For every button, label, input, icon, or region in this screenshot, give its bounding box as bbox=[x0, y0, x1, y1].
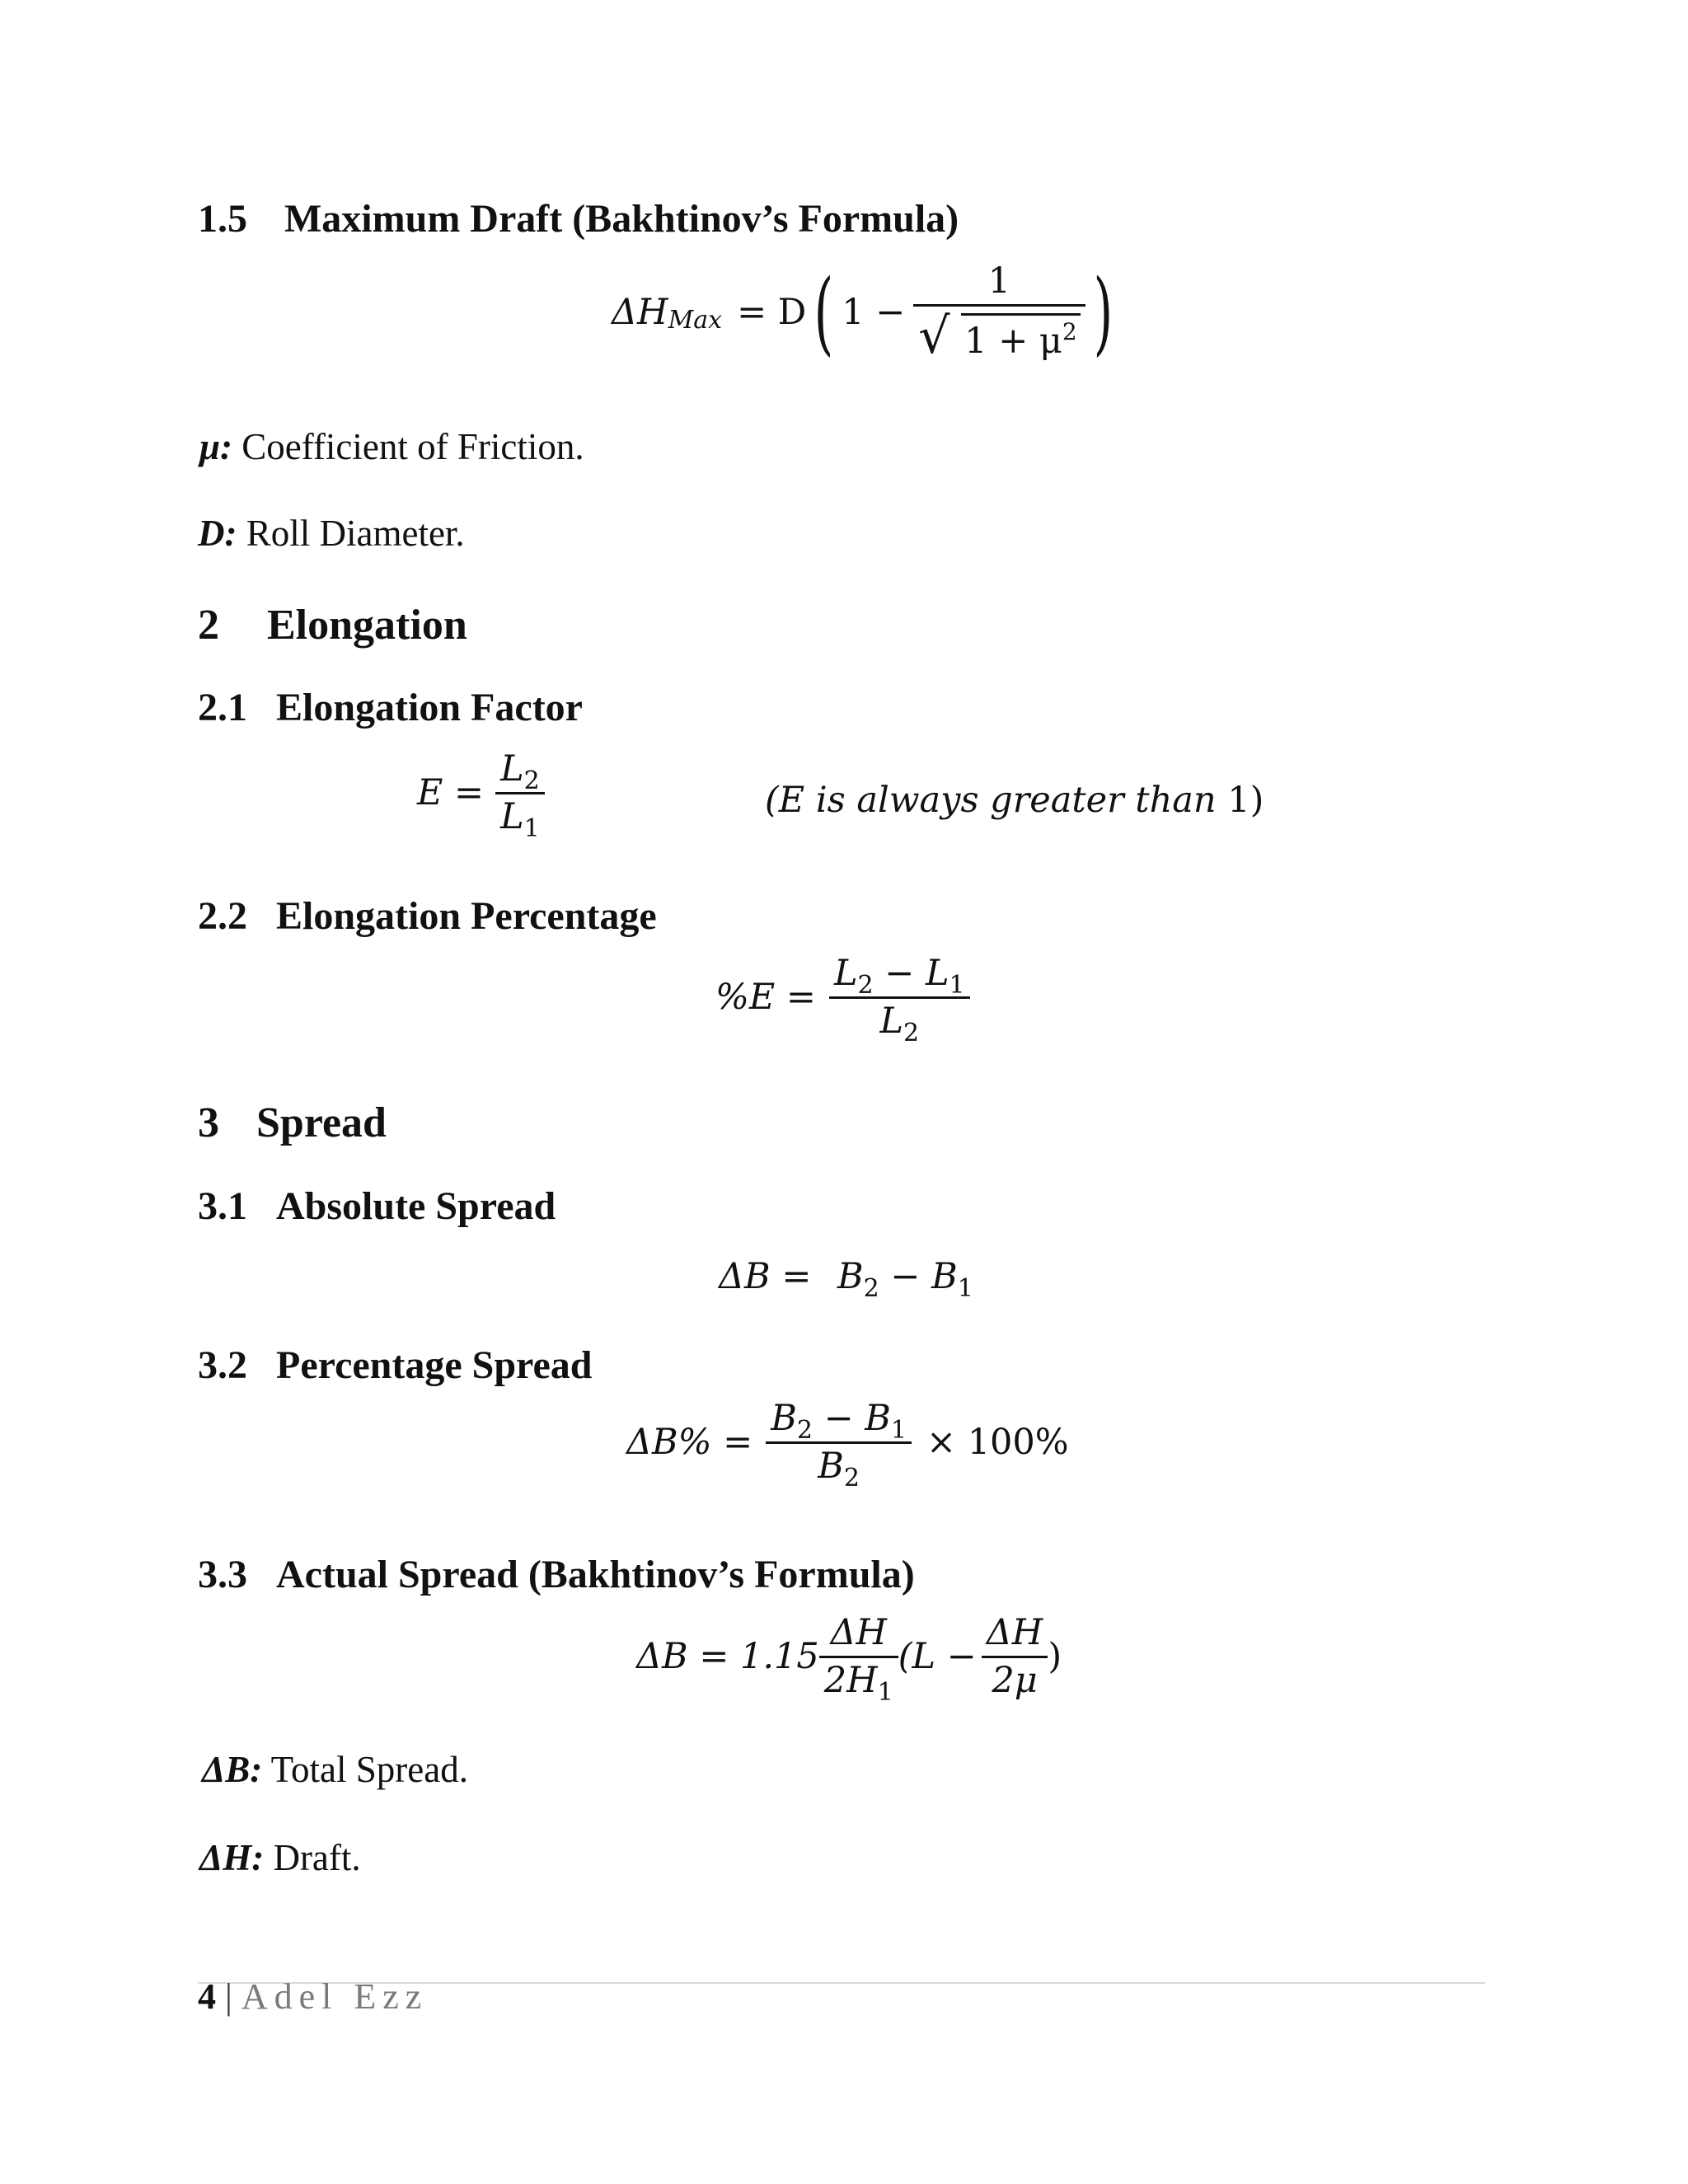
radicand-text: 1 + μ bbox=[964, 321, 1062, 362]
definition-delta-H bbox=[199, 1837, 361, 1878]
section-heading-3-2 bbox=[198, 1343, 593, 1387]
formula-lhs: E = bbox=[417, 772, 485, 813]
formula-eq: = D bbox=[737, 291, 807, 333]
num-var-a: L bbox=[833, 953, 858, 994]
formula-lhs-sub: Max bbox=[668, 306, 723, 335]
formula-lhs: ΔH bbox=[612, 291, 668, 333]
formula-actual-spread bbox=[636, 1612, 1062, 1707]
fraction-bar bbox=[913, 304, 1085, 307]
num-sub-a: 2 bbox=[796, 1416, 813, 1445]
den-text: 2H bbox=[823, 1660, 878, 1701]
formula-lhs: %E = bbox=[715, 977, 816, 1018]
minus: − bbox=[879, 1256, 932, 1297]
formula-fraction bbox=[913, 260, 1085, 365]
num-sub: 2 bbox=[523, 766, 540, 795]
section-number: 2 bbox=[198, 602, 219, 649]
formula-percentage-spread bbox=[626, 1398, 1069, 1493]
section-heading-2-1 bbox=[198, 688, 583, 728]
sub-a: 2 bbox=[863, 1274, 879, 1303]
formula-elongation-percentage bbox=[715, 953, 970, 1047]
fraction-numerator bbox=[766, 1398, 912, 1445]
elongation-note bbox=[765, 780, 1264, 821]
var-b: B bbox=[931, 1256, 958, 1297]
left-paren: ( bbox=[814, 260, 834, 365]
footer-separator: | bbox=[216, 1976, 241, 2017]
fraction-numerator bbox=[982, 1612, 1048, 1653]
fraction-numerator bbox=[829, 953, 970, 1000]
formula-fraction bbox=[495, 748, 545, 843]
section-number: 3 bbox=[198, 1099, 219, 1146]
section-title: Maximum Draft (Bakhtinov’s Formula) bbox=[284, 197, 959, 241]
num-var-b: B bbox=[865, 1398, 891, 1439]
section-number: 2.2 bbox=[198, 894, 247, 938]
num-var: L bbox=[500, 748, 524, 790]
num-var-a: B bbox=[771, 1398, 797, 1439]
formula-max-draft bbox=[612, 260, 1121, 365]
section-heading-3 bbox=[198, 1099, 387, 1146]
section-title: Elongation Factor bbox=[276, 686, 583, 729]
definition-text: Roll Diameter. bbox=[237, 513, 465, 554]
definition-D bbox=[198, 515, 465, 552]
num-sub-a: 2 bbox=[857, 971, 874, 1000]
note-number: 1 bbox=[1227, 780, 1250, 821]
fraction-denominator bbox=[987, 1660, 1042, 1701]
formula-fraction-2 bbox=[982, 1612, 1048, 1701]
den-text: 2μ bbox=[992, 1660, 1038, 1701]
definition-delta-B bbox=[202, 1751, 468, 1788]
minus: − bbox=[873, 953, 926, 994]
num-sub-b: 1 bbox=[949, 971, 965, 1000]
definition-symbol: ΔH: bbox=[199, 1837, 265, 1878]
fraction-numerator: 1 bbox=[987, 260, 1011, 302]
section-title: Actual Spread (Bakhtinov’s Formula) bbox=[276, 1553, 915, 1596]
section-heading-1-5 bbox=[198, 199, 959, 239]
section-title: Absolute Spread bbox=[276, 1184, 556, 1228]
section-number: 3.3 bbox=[198, 1553, 247, 1596]
formula-elongation-factor bbox=[417, 748, 545, 843]
fraction-bar bbox=[819, 1656, 898, 1658]
num-text: ΔH bbox=[986, 1612, 1043, 1653]
section-number: 3.1 bbox=[198, 1184, 247, 1228]
radicand bbox=[961, 313, 1081, 362]
minus: − bbox=[812, 1398, 865, 1439]
section-heading-2-2 bbox=[198, 894, 657, 938]
definition-symbol: ΔB: bbox=[202, 1749, 263, 1790]
formula-absolute-spread bbox=[719, 1256, 973, 1303]
den-sub: 1 bbox=[523, 814, 540, 843]
fraction-denominator bbox=[813, 1446, 865, 1493]
times-100: × 100% bbox=[926, 1422, 1069, 1463]
den-sub: 2 bbox=[843, 1464, 860, 1493]
sub-b: 1 bbox=[957, 1274, 973, 1303]
definition-symbol: μ: bbox=[199, 426, 233, 467]
formula-lhs: ΔB% = bbox=[626, 1422, 753, 1463]
radicand-sup: 2 bbox=[1062, 318, 1077, 345]
close-paren: ) bbox=[1048, 1636, 1062, 1677]
fraction-denominator bbox=[495, 796, 545, 843]
fraction-bar bbox=[982, 1656, 1048, 1658]
formula-fraction bbox=[766, 1398, 912, 1493]
right-paren: ) bbox=[1093, 260, 1113, 365]
fraction-denominator bbox=[913, 307, 1085, 365]
footer-author: Adel Ezz bbox=[241, 1976, 429, 2017]
page-number: 4 bbox=[198, 1976, 216, 2017]
fraction-numerator bbox=[495, 748, 545, 795]
definition-text: Total Spread. bbox=[262, 1749, 468, 1790]
fraction-denominator bbox=[874, 1001, 924, 1047]
section-number: 1.5 bbox=[198, 197, 247, 241]
den-var: B bbox=[818, 1446, 844, 1487]
den-sub: 2 bbox=[903, 1019, 920, 1047]
section-number: 2.1 bbox=[198, 686, 247, 729]
den-sub: 1 bbox=[877, 1678, 893, 1707]
section-heading-3-1 bbox=[198, 1184, 556, 1228]
definition-symbol: D: bbox=[198, 513, 237, 554]
mid-text: (L − bbox=[898, 1636, 977, 1677]
section-title: Elongation Percentage bbox=[276, 894, 657, 938]
den-var: L bbox=[879, 1001, 904, 1042]
section-title: Elongation bbox=[267, 602, 467, 649]
fraction-denominator bbox=[819, 1660, 898, 1707]
section-title: Spread bbox=[256, 1099, 387, 1146]
formula-lhs: ΔB = bbox=[719, 1256, 812, 1297]
num-text: ΔH bbox=[830, 1612, 888, 1653]
num-sub-b: 1 bbox=[890, 1416, 907, 1445]
section-title: Percentage Spread bbox=[276, 1343, 593, 1387]
var-a: B bbox=[837, 1256, 864, 1297]
fraction-numerator bbox=[825, 1612, 892, 1653]
page-footer bbox=[198, 1975, 428, 2018]
section-heading-3-3 bbox=[198, 1555, 915, 1595]
note-text: (E is always greater than bbox=[765, 780, 1228, 821]
formula-lhs: ΔB = 1.15 bbox=[636, 1636, 819, 1677]
den-var: L bbox=[500, 796, 524, 837]
fraction-bar bbox=[766, 1441, 912, 1444]
note-close: ) bbox=[1250, 780, 1264, 821]
formula-fraction bbox=[829, 953, 970, 1047]
formula-fraction-1 bbox=[819, 1612, 898, 1707]
section-heading-2 bbox=[198, 604, 467, 647]
section-number: 3.2 bbox=[198, 1343, 247, 1387]
definition-text: Coefficient of Friction. bbox=[232, 426, 584, 467]
num-var-b: L bbox=[925, 953, 950, 994]
sqrt-icon: √ bbox=[918, 307, 950, 365]
definition-text: Draft. bbox=[264, 1837, 361, 1878]
definition-mu bbox=[199, 426, 584, 467]
formula-one: 1 − bbox=[842, 291, 906, 333]
